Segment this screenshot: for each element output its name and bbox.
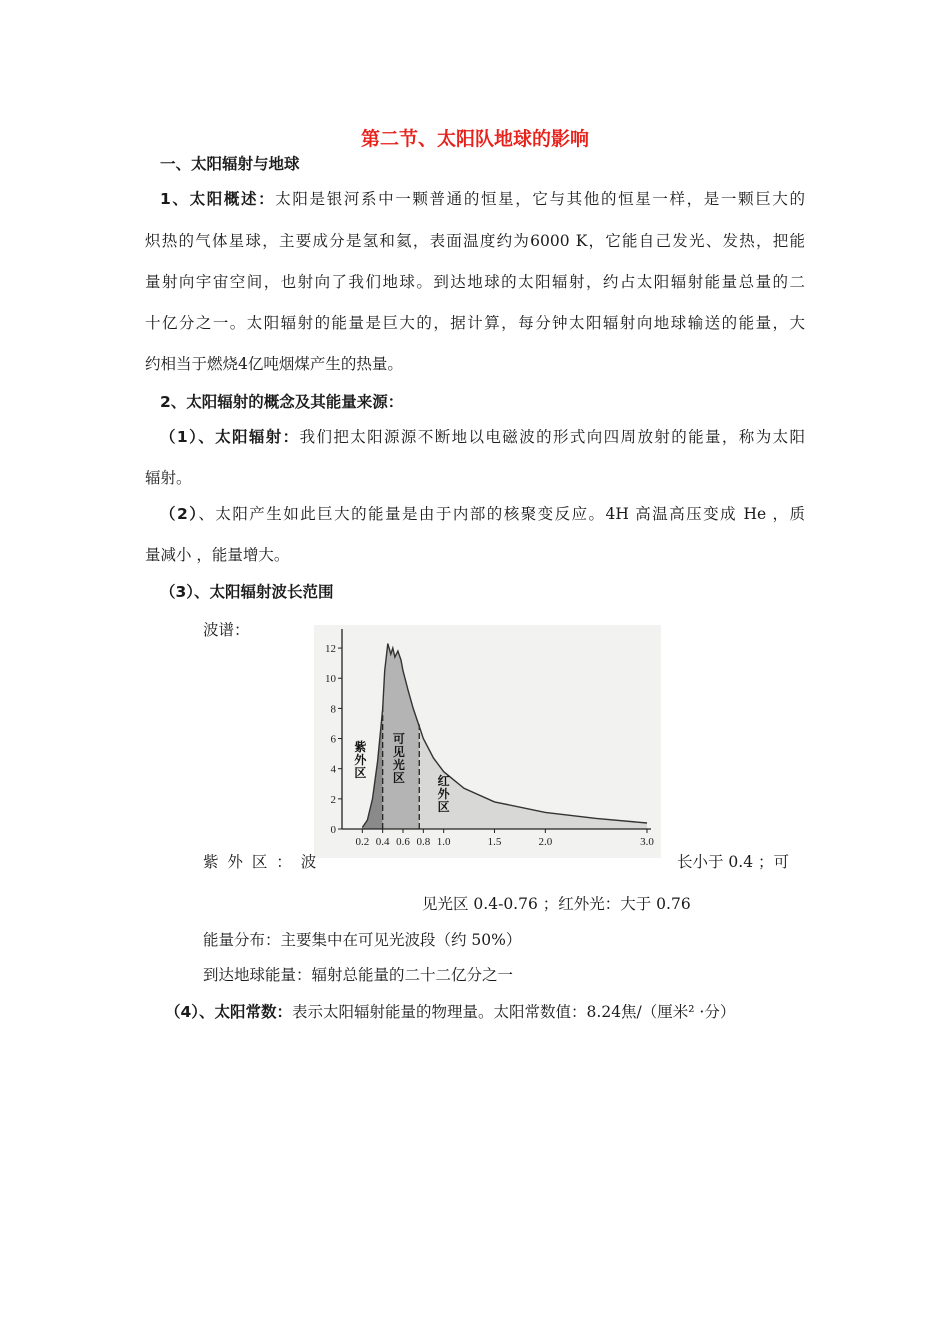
- x-tick-label: 0.6: [396, 836, 410, 848]
- y-tick-label: 2: [330, 793, 336, 806]
- item-3-heading: （3）、太阳辐射波长范围: [160, 583, 334, 601]
- region-label-char: 紫: [354, 740, 367, 754]
- x-tick-label: 2.0: [538, 836, 553, 848]
- region-label-char: 红: [437, 774, 450, 788]
- region-label-char: 光: [392, 758, 405, 772]
- item-2-label: （2）: [160, 505, 199, 523]
- y-tick-label: 4: [330, 763, 336, 776]
- paragraph-1-line-2: 炽热的气体星球，主要成分是氢和氦，表面温度约为6000 K，它能自己发光、发热，把能: [145, 232, 805, 250]
- solar-spectrum-chart: [314, 625, 661, 858]
- x-tick-label: 0.4: [375, 836, 390, 848]
- region-label-char: 区: [437, 800, 450, 814]
- item-2-line-1: （2）、太阳产生如此巨大的能量是由于内部的核聚变反应。4H 高温高压变成 He ，质: [160, 505, 805, 523]
- region-label-char: 区: [354, 766, 367, 780]
- subsection-heading-2: 2、太阳辐射的概念及其能量来源：: [160, 393, 404, 411]
- item-2-line-2: 量减小 ，能量增大。: [145, 546, 290, 564]
- paragraph-1-line-3: 量射向宇宙空间，也射向了我们地球。到达地球的太阳辐射，约占太阳辐射能量总量的二: [145, 273, 805, 291]
- item-1-label: （1）、太阳辐射：: [160, 428, 300, 446]
- item-1-line-2: 辐射。: [145, 469, 192, 487]
- region-label-char: 区: [392, 771, 405, 785]
- x-tick-label: 3.0: [640, 836, 654, 848]
- region-label-2: [438, 773, 451, 814]
- item-4-line: （4）、太阳常数：表示太阳辐射能量的物理量。太阳常数值：8.24焦/（厘米² ·分）: [165, 1003, 736, 1021]
- ranges-right: 长小于 0.4 ；可: [677, 853, 790, 871]
- x-tick-label: 0.2: [355, 836, 370, 848]
- x-tick-label: 1.5: [487, 836, 502, 848]
- energy-arrival: 到达地球能量：辐射总能量的二十二亿分之一: [203, 966, 514, 984]
- region-label-char: 外: [437, 787, 450, 801]
- region-label-char: 外: [354, 753, 367, 767]
- energy-distribution: 能量分布：主要集中在可见光波段（约 50%）: [203, 931, 522, 949]
- spectrum-label: 波谱：: [203, 621, 250, 639]
- item-4-label: （4）、太阳常数：: [165, 1003, 293, 1021]
- region-label-char: 见: [392, 745, 405, 759]
- ranges-left: 紫 外 区 ： 波: [203, 853, 319, 871]
- region-label-char: 可: [392, 732, 405, 746]
- region-label-0: [354, 739, 367, 780]
- paragraph-1-line-5: 约相当于燃烧4亿吨烟煤产生的热量。: [145, 355, 403, 373]
- infrared-area: [419, 727, 647, 830]
- y-tick-label: 0: [330, 824, 336, 836]
- y-tick-label: 8: [330, 703, 336, 716]
- x-tick-label: 1.0: [436, 836, 451, 848]
- y-tick-label: 10: [325, 673, 336, 686]
- y-tick-label: 12: [325, 643, 336, 656]
- paragraph-1-line-1: 1、太阳概述：太阳是银河系中一颗普通的恒星，它与其他的恒星一样，是一颗巨大的: [160, 190, 805, 208]
- region-label-1: [393, 731, 405, 785]
- section-heading: 一、太阳辐射与地球: [160, 155, 300, 173]
- item-1-line-1: （1）、太阳辐射：我们把太阳源源不断地以电磁波的形式向四周放射的能量，称为太阳: [160, 428, 805, 446]
- paragraph-1-line-4: 十亿分之一。太阳辐射的能量是巨大的，据计算，每分钟太阳辐射向地球输送的能量，大: [145, 314, 805, 332]
- page-title: 第二节、太阳队地球的影响: [360, 128, 589, 150]
- ranges-line-2: 见光区 0.4-0.76 ；红外光：大于 0.76: [422, 895, 691, 913]
- spectrum-svg: [314, 625, 661, 858]
- y-tick-label: 6: [330, 733, 336, 746]
- x-tick-label: 0.8: [416, 836, 431, 848]
- paragraph-1-label: 1、太阳概述：: [160, 190, 276, 208]
